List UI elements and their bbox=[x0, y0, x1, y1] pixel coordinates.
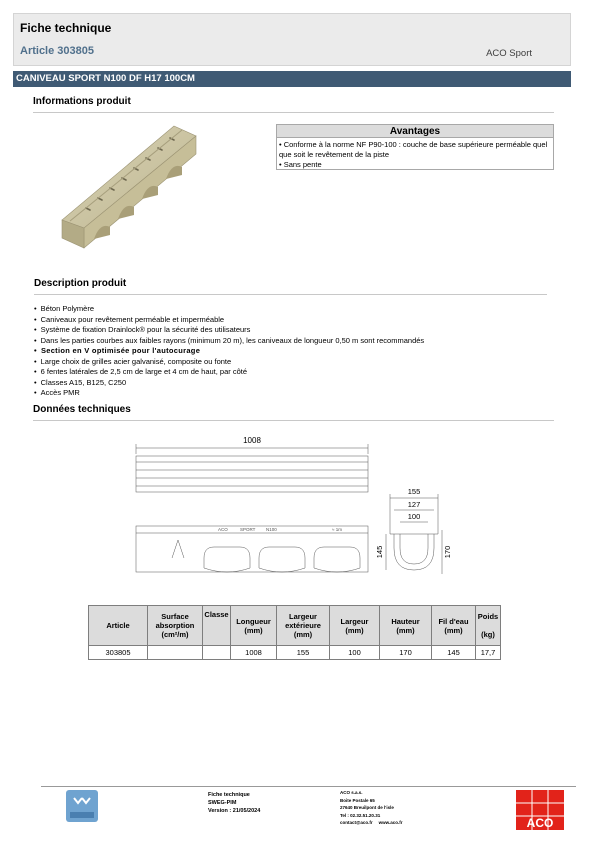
dim-width-mid: 127 bbox=[407, 500, 421, 509]
table-header-row bbox=[89, 606, 501, 646]
company-city: 27640 Breuilpont de l'isle bbox=[340, 805, 394, 810]
td-article: 303805 bbox=[89, 646, 148, 660]
table-row bbox=[89, 646, 501, 660]
aco-logo-text: ACO bbox=[526, 816, 554, 830]
th-fil-eau: Fil d'eau (mm) bbox=[432, 606, 476, 646]
th-hauteur: Hauteur (mm) bbox=[380, 606, 432, 646]
footer-company-info bbox=[340, 789, 403, 827]
side-marking: N100 bbox=[266, 527, 277, 532]
description-item: • Section en V optimisée pour l'autocurage bbox=[34, 346, 554, 357]
company-email[interactable]: contact@aco.fr bbox=[340, 820, 373, 825]
th-surface: Surface absorption (cm²/m) bbox=[148, 606, 203, 646]
description-item: • Large choix de grilles acier galvanisé, composite ou fonte bbox=[34, 357, 554, 368]
description-item: • Système de fixation Drainlock® pour la sécurité des utilisateurs bbox=[34, 325, 554, 336]
brand-name: ACO Sport bbox=[486, 48, 532, 59]
th-poids: Poids (kg) bbox=[476, 606, 501, 646]
description-item: • Accès PMR bbox=[34, 388, 554, 399]
technical-drawing bbox=[132, 430, 468, 580]
description-list bbox=[34, 304, 554, 399]
dim-width-inner: 100 bbox=[407, 512, 421, 521]
footer-rule bbox=[41, 786, 576, 787]
side-marking: ≈ 1m bbox=[332, 527, 342, 532]
certification-logo bbox=[66, 790, 98, 822]
th-largeur-exterieure: Largeur extérieure (mm) bbox=[277, 606, 330, 646]
advantage-item: • Sans pente bbox=[279, 160, 322, 169]
footer-document-info bbox=[208, 791, 260, 815]
technical-data-table bbox=[88, 605, 501, 660]
advantages-box bbox=[276, 124, 554, 170]
company-po-box: Boite Postale 65 bbox=[340, 797, 375, 803]
footer-doc-title: Fiche technique bbox=[208, 792, 250, 798]
section-title-description: Description produit bbox=[34, 278, 127, 289]
td-surface bbox=[148, 646, 203, 660]
advantages-list bbox=[277, 138, 553, 170]
header-box bbox=[13, 13, 571, 66]
section-title-technical: Données techniques bbox=[33, 404, 131, 415]
section-rule-description bbox=[34, 294, 547, 295]
td-largeur: 100 bbox=[330, 646, 380, 660]
side-marking: ACO bbox=[218, 527, 228, 532]
td-fil-eau: 145 bbox=[432, 646, 476, 660]
description-item: • Classes A15, B125, C250 bbox=[34, 378, 554, 389]
dim-length: 1008 bbox=[243, 436, 261, 445]
dim-width-outer: 155 bbox=[407, 487, 421, 496]
company-name: ACO s.a.s. bbox=[340, 790, 363, 795]
aco-logo bbox=[516, 790, 564, 830]
side-marking: SPORT bbox=[240, 527, 256, 532]
th-largeur: Largeur (mm) bbox=[330, 606, 380, 646]
company-website[interactable]: www.aco.fr bbox=[378, 820, 403, 825]
description-item: • 6 fentes latérales de 2,5 cm de large et 4 cm de haut, par côté bbox=[34, 367, 554, 378]
th-classe: Classe bbox=[203, 606, 231, 646]
section-rule-info bbox=[33, 112, 554, 113]
article-number: Article 303805 bbox=[20, 45, 94, 57]
advantage-item: • Conforme à la norme NF P90-100 : couche de base supérieure perméable quel que soit le revêtement de la piste bbox=[279, 140, 548, 159]
td-longueur: 1008 bbox=[231, 646, 277, 660]
td-poids: 17,7 bbox=[476, 646, 501, 660]
product-name-bar: CANIVEAU SPORT N100 DF H17 100CM bbox=[13, 71, 571, 87]
section-title-info: Informations produit bbox=[33, 96, 131, 107]
dim-height-total: 170 bbox=[443, 545, 452, 559]
description-item: • Caniveaux pour revêtement perméable et imperméable bbox=[34, 315, 554, 326]
td-largeur-exterieure: 155 bbox=[277, 646, 330, 660]
dim-height-water: 145 bbox=[375, 545, 384, 559]
description-item: • Béton Polymère bbox=[34, 304, 554, 315]
advantages-title: Avantages bbox=[277, 125, 553, 138]
footer-doc-version: Version : 21/05/2024 bbox=[208, 808, 261, 814]
document-title: Fiche technique bbox=[20, 21, 112, 35]
footer-doc-code: SWEG-PIM bbox=[208, 800, 237, 806]
company-phone: Tel : 02.32.51.20.31 bbox=[340, 812, 381, 818]
th-article: Article bbox=[89, 606, 148, 646]
td-hauteur: 170 bbox=[380, 646, 432, 660]
product-image bbox=[56, 124, 236, 252]
th-longueur: Longueur (mm) bbox=[231, 606, 277, 646]
description-item: • Dans les parties courbes aux faibles rayons (minimum 20 m), les caniveaux de longueur 0,50 m sont recommandés bbox=[34, 336, 554, 347]
td-classe bbox=[203, 646, 231, 660]
section-rule-technical bbox=[33, 420, 554, 421]
